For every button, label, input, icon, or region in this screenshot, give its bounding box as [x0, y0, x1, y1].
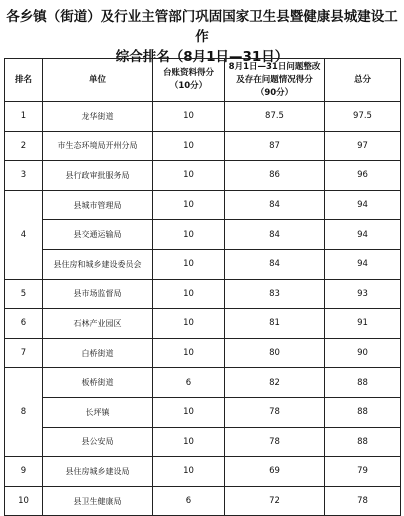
table-row	[5, 279, 401, 309]
rank-cell: 3	[5, 161, 43, 191]
unit-cell: 县行政审批服务局	[43, 161, 153, 191]
table-row	[5, 486, 401, 516]
header-rectification: 8月1日—31日问题整改及存在问题情况得分（90分）	[225, 59, 325, 102]
table-row	[5, 338, 401, 368]
rank-cell: 5	[5, 279, 43, 309]
unit-cell: 石林产业园区	[43, 309, 153, 339]
rank-cell: 10	[5, 486, 43, 516]
total-score-cell: 90	[325, 338, 401, 368]
unit-cell: 板桥街道	[43, 368, 153, 398]
header-materials: 台账资料得分（10分）	[153, 59, 225, 102]
unit-cell: 县城市管理局	[43, 190, 153, 220]
rank-cell: 8	[5, 368, 43, 457]
table-row	[5, 397, 401, 427]
rectification-score-cell: 84	[225, 220, 325, 250]
rectification-score-cell: 80	[225, 338, 325, 368]
materials-score-cell: 10	[153, 338, 225, 368]
title-line-2: 综合排名（8月1日—31日）	[115, 49, 289, 65]
unit-cell: 县交通运输局	[43, 220, 153, 250]
materials-score-cell: 6	[153, 486, 225, 516]
materials-score-cell: 10	[153, 309, 225, 339]
rectification-score-cell: 69	[225, 457, 325, 487]
header-total: 总分	[325, 59, 401, 102]
unit-cell: 县卫生健康局	[43, 486, 153, 516]
rectification-score-cell: 86	[225, 161, 325, 191]
rank-cell: 6	[5, 309, 43, 339]
table-row	[5, 457, 401, 487]
rank-cell: 2	[5, 131, 43, 161]
table-row	[5, 368, 401, 398]
rectification-score-cell: 72	[225, 486, 325, 516]
page-title	[0, 0, 404, 65]
total-score-cell: 88	[325, 397, 401, 427]
header-rank: 排名	[5, 59, 43, 102]
rectification-score-cell: 87	[225, 131, 325, 161]
materials-score-cell: 10	[153, 279, 225, 309]
rank-cell: 4	[5, 190, 43, 279]
unit-cell: 县公安局	[43, 427, 153, 457]
table-body	[5, 102, 401, 516]
materials-score-cell: 10	[153, 131, 225, 161]
table-row	[5, 427, 401, 457]
total-score-cell: 79	[325, 457, 401, 487]
rectification-score-cell: 82	[225, 368, 325, 398]
total-score-cell: 78	[325, 486, 401, 516]
materials-score-cell: 10	[153, 427, 225, 457]
unit-cell: 白桥街道	[43, 338, 153, 368]
materials-score-cell: 10	[153, 220, 225, 250]
title-line-1: 各乡镇（街道）及行业主管部门巩固国家卫生县暨健康县城建设工作	[6, 9, 398, 45]
ranking-table	[4, 58, 401, 516]
materials-score-cell: 10	[153, 397, 225, 427]
table-row	[5, 309, 401, 339]
materials-score-cell: 10	[153, 249, 225, 279]
unit-cell: 长坪镇	[43, 397, 153, 427]
table-row	[5, 249, 401, 279]
total-score-cell: 88	[325, 368, 401, 398]
total-score-cell: 91	[325, 309, 401, 339]
total-score-cell: 97.5	[325, 102, 401, 132]
total-score-cell: 97	[325, 131, 401, 161]
materials-score-cell: 6	[153, 368, 225, 398]
table-row	[5, 190, 401, 220]
rank-cell: 9	[5, 457, 43, 487]
rectification-score-cell: 83	[225, 279, 325, 309]
rectification-score-cell: 84	[225, 249, 325, 279]
total-score-cell: 88	[325, 427, 401, 457]
total-score-cell: 94	[325, 249, 401, 279]
table-header-row	[5, 59, 401, 102]
unit-cell: 县住房城乡建设局	[43, 457, 153, 487]
rectification-score-cell: 81	[225, 309, 325, 339]
unit-cell: 市生态环境局开州分局	[43, 131, 153, 161]
total-score-cell: 94	[325, 190, 401, 220]
rank-cell: 7	[5, 338, 43, 368]
rectification-score-cell: 87.5	[225, 102, 325, 132]
total-score-cell: 96	[325, 161, 401, 191]
unit-cell: 县住房和城乡建设委员会	[43, 249, 153, 279]
materials-score-cell: 10	[153, 102, 225, 132]
total-score-cell: 94	[325, 220, 401, 250]
rank-cell: 1	[5, 102, 43, 132]
unit-cell: 县市场监督局	[43, 279, 153, 309]
header-unit: 单位	[43, 59, 153, 102]
table-row	[5, 102, 401, 132]
table-row	[5, 161, 401, 191]
rectification-score-cell: 78	[225, 427, 325, 457]
materials-score-cell: 10	[153, 457, 225, 487]
rectification-score-cell: 84	[225, 190, 325, 220]
unit-cell: 龙华街道	[43, 102, 153, 132]
rectification-score-cell: 78	[225, 397, 325, 427]
materials-score-cell: 10	[153, 161, 225, 191]
materials-score-cell: 10	[153, 190, 225, 220]
table-row	[5, 220, 401, 250]
table-row	[5, 131, 401, 161]
total-score-cell: 93	[325, 279, 401, 309]
